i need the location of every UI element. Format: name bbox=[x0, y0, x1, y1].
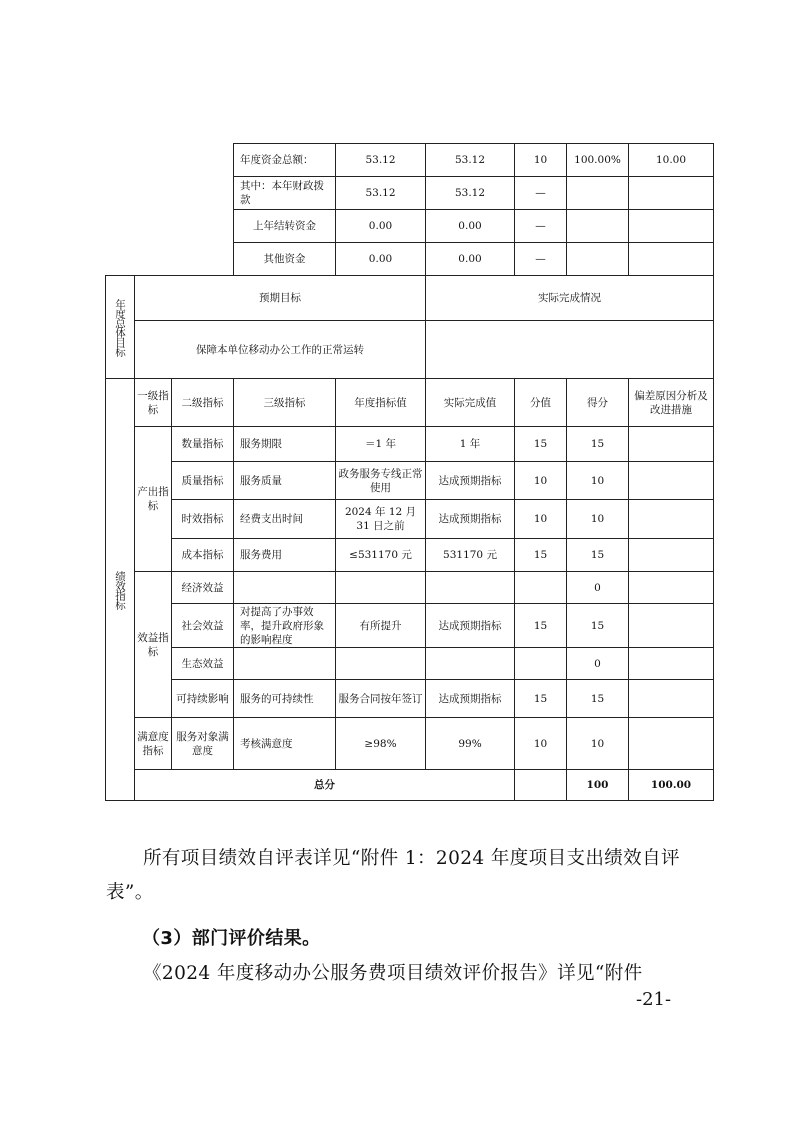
perf-header-row bbox=[106, 379, 714, 427]
cell-got: 0 bbox=[567, 572, 629, 604]
cell-target bbox=[336, 648, 426, 680]
cell-target: ≥98% bbox=[336, 718, 426, 770]
cell-target: 服务合同按年签订 bbox=[336, 680, 426, 718]
cell-actual bbox=[426, 572, 515, 604]
funding-label: 上年结转资金 bbox=[234, 210, 336, 243]
goal-header-expected: 预期目标 bbox=[135, 276, 426, 321]
funding-rate bbox=[567, 210, 629, 243]
funding-got bbox=[629, 243, 714, 276]
table-row bbox=[106, 648, 714, 680]
page-number: -21- bbox=[636, 989, 672, 1010]
cell-got: 15 bbox=[567, 604, 629, 648]
cell-reason bbox=[629, 572, 714, 604]
header-level1: 一级指标 bbox=[135, 379, 172, 427]
satisfaction-label: 满意度指标 bbox=[135, 718, 172, 770]
funding-got: 10.00 bbox=[629, 144, 714, 177]
table-row bbox=[106, 680, 714, 718]
performance-table bbox=[105, 143, 714, 801]
blank-cell bbox=[106, 144, 234, 276]
cell-score: 10 bbox=[515, 462, 567, 500]
cell-score: 10 bbox=[515, 718, 567, 770]
funding-score: 10 bbox=[515, 144, 567, 177]
cell-reason bbox=[629, 500, 714, 539]
cell-score bbox=[515, 572, 567, 604]
cell-score: 15 bbox=[515, 539, 567, 572]
cell-actual: 1 年 bbox=[426, 427, 515, 462]
cell-target: ≤531170 元 bbox=[336, 539, 426, 572]
cell-got: 15 bbox=[567, 427, 629, 462]
total-row bbox=[106, 770, 714, 801]
cell-l3: 服务期限 bbox=[234, 427, 336, 462]
funding-actual: 0.00 bbox=[426, 210, 515, 243]
goal-actual bbox=[426, 321, 714, 379]
cell-actual: 达成预期指标 bbox=[426, 680, 515, 718]
header-level3: 三级指标 bbox=[234, 379, 336, 427]
cell-score: 15 bbox=[515, 604, 567, 648]
cell-l3 bbox=[234, 648, 336, 680]
cell-target bbox=[336, 572, 426, 604]
goal-header-actual: 实际完成情况 bbox=[426, 276, 714, 321]
table-row bbox=[106, 462, 714, 500]
header-level2: 二级指标 bbox=[172, 379, 234, 427]
funding-rate bbox=[567, 243, 629, 276]
cell-l3: 服务的可持续性 bbox=[234, 680, 336, 718]
cell-l3: 经费支出时间 bbox=[234, 500, 336, 539]
cell-actual: 达成预期指标 bbox=[426, 462, 515, 500]
cell-got: 0 bbox=[567, 648, 629, 680]
cell-score: 15 bbox=[515, 427, 567, 462]
goal-expected: 保障本单位移动办公工作的正常运转 bbox=[135, 321, 426, 379]
funding-label: 年度资金总额： bbox=[234, 144, 336, 177]
funding-rate: 100.00% bbox=[567, 144, 629, 177]
cell-actual: 99% bbox=[426, 718, 515, 770]
cell-actual: 达成预期指标 bbox=[426, 604, 515, 648]
perf-section-label: 绩效指标 bbox=[106, 379, 135, 801]
funding-label: 其中：本年财政拨款 bbox=[234, 177, 336, 210]
funding-score: — bbox=[515, 243, 567, 276]
funding-row bbox=[106, 144, 714, 177]
cell-got: 10 bbox=[567, 462, 629, 500]
funding-budget: 0.00 bbox=[336, 243, 426, 276]
attachment-paragraph: 所有项目绩效自评表详见“附件 1：2024 年度项目支出绩效自评表”。 bbox=[106, 848, 680, 903]
cell-l2: 质量指标 bbox=[172, 462, 234, 500]
cell-reason bbox=[629, 427, 714, 462]
output-label: 产出指标 bbox=[135, 427, 172, 572]
cell-got: 15 bbox=[567, 539, 629, 572]
cell-l2: 经济效益 bbox=[172, 572, 234, 604]
table-row bbox=[106, 500, 714, 539]
table-row bbox=[106, 572, 714, 604]
cell-got: 10 bbox=[567, 500, 629, 539]
funding-budget: 53.12 bbox=[336, 177, 426, 210]
goal-content-row bbox=[106, 321, 714, 379]
funding-budget: 0.00 bbox=[336, 210, 426, 243]
cell-l3: 服务质量 bbox=[234, 462, 336, 500]
cell-l2: 生态效益 bbox=[172, 648, 234, 680]
funding-actual: 53.12 bbox=[426, 144, 515, 177]
cell-l3: 对提高了办事效率，提升政府形象的影响程度 bbox=[234, 604, 336, 648]
cell-got: 10 bbox=[567, 718, 629, 770]
cell-l3 bbox=[234, 572, 336, 604]
cell-l2: 数量指标 bbox=[172, 427, 234, 462]
goal-section-label: 年度总体目标 bbox=[106, 276, 135, 379]
cell-reason bbox=[629, 462, 714, 500]
funding-budget: 53.12 bbox=[336, 144, 426, 177]
cell-actual: 531170 元 bbox=[426, 539, 515, 572]
cell-target: 有所提升 bbox=[336, 604, 426, 648]
header-got: 得分 bbox=[567, 379, 629, 427]
total-got: 100.00 bbox=[629, 770, 714, 801]
cell-score: 15 bbox=[515, 680, 567, 718]
cell-reason bbox=[629, 718, 714, 770]
cell-l2: 成本指标 bbox=[172, 539, 234, 572]
table-row bbox=[106, 718, 714, 770]
funding-actual: 0.00 bbox=[426, 243, 515, 276]
section-heading: （3）部门评价结果。 bbox=[142, 928, 321, 949]
cell-l3: 服务费用 bbox=[234, 539, 336, 572]
cell-l2: 可持续影响 bbox=[172, 680, 234, 718]
cell-l2: 服务对象满意度 bbox=[172, 718, 234, 770]
header-target: 年度指标值 bbox=[336, 379, 426, 427]
cell-actual: 达成预期指标 bbox=[426, 500, 515, 539]
funding-got bbox=[629, 177, 714, 210]
table-row bbox=[106, 539, 714, 572]
goal-header-row bbox=[106, 276, 714, 321]
funding-got bbox=[629, 210, 714, 243]
funding-label: 其他资金 bbox=[234, 243, 336, 276]
table-row bbox=[106, 604, 714, 648]
table-row bbox=[106, 427, 714, 462]
cell-target: ＝1 年 bbox=[336, 427, 426, 462]
report-paragraph: 《2024 年度移动办公服务费项目绩效评价报告》详见“附件 bbox=[143, 963, 643, 984]
funding-rate bbox=[567, 177, 629, 210]
cell-score bbox=[515, 648, 567, 680]
funding-score: — bbox=[515, 210, 567, 243]
cell-l2: 时效指标 bbox=[172, 500, 234, 539]
header-reason: 偏差原因分析及改进措施 bbox=[629, 379, 714, 427]
cell-reason bbox=[629, 648, 714, 680]
cell-got: 15 bbox=[567, 680, 629, 718]
cell-l2: 社会效益 bbox=[172, 604, 234, 648]
cell-target: 政务服务专线正常使用 bbox=[336, 462, 426, 500]
benefit-label: 效益指标 bbox=[135, 572, 172, 718]
cell-reason bbox=[629, 604, 714, 648]
funding-actual: 53.12 bbox=[426, 177, 515, 210]
total-label: 总分 bbox=[135, 770, 515, 801]
cell-target: 2024 年 12 月 31 日之前 bbox=[336, 500, 426, 539]
total-actual bbox=[515, 770, 567, 801]
total-score: 100 bbox=[567, 770, 629, 801]
cell-score: 10 bbox=[515, 500, 567, 539]
header-score: 分值 bbox=[515, 379, 567, 427]
cell-l3: 考核满意度 bbox=[234, 718, 336, 770]
header-actual: 实际完成值 bbox=[426, 379, 515, 427]
cell-reason bbox=[629, 539, 714, 572]
cell-reason bbox=[629, 680, 714, 718]
funding-score: — bbox=[515, 177, 567, 210]
cell-actual bbox=[426, 648, 515, 680]
